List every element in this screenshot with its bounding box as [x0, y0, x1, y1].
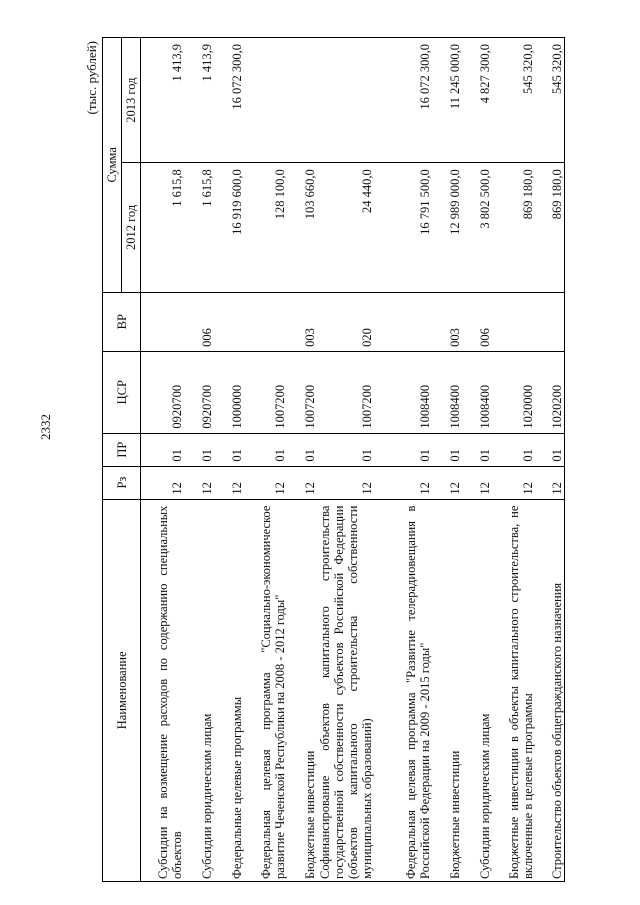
cell-pr: 01	[492, 433, 535, 466]
cell-pr: 01	[317, 433, 374, 466]
table-row	[214, 38, 244, 882]
cell-rz: 12	[141, 466, 184, 499]
rotated-page-content	[82, 37, 578, 882]
cell-pr: 01	[535, 433, 565, 466]
cell-rz: 12	[374, 466, 432, 499]
header-csr: ЦСР	[103, 351, 141, 433]
header-2012: 2012 год	[122, 163, 141, 292]
cell-y2013	[317, 38, 374, 163]
cell-csr: 0920700	[184, 351, 214, 433]
cell-rz: 12	[184, 466, 214, 499]
cell-vr: 006	[462, 292, 492, 351]
cell-y2012: 103 660,0	[287, 163, 317, 292]
cell-pr: 01	[374, 433, 432, 466]
table-body	[141, 38, 565, 882]
cell-pr: 01	[244, 433, 287, 466]
cell-y2013: 1 413,9	[141, 38, 184, 163]
cell-y2012: 869 180,0	[492, 163, 535, 292]
cell-csr: 1020000	[492, 351, 535, 433]
cell-vr: 003	[287, 292, 317, 351]
cell-y2013	[244, 38, 287, 163]
cell-vr	[374, 292, 432, 351]
cell-csr: 1007200	[317, 351, 374, 433]
cell-csr: 1020200	[535, 351, 565, 433]
header-sum: Сумма	[103, 38, 122, 293]
table-row	[184, 38, 214, 882]
cell-pr: 01	[184, 433, 214, 466]
cell-y2012: 12 989 000,0	[432, 163, 462, 292]
cell-rz: 12	[492, 466, 535, 499]
cell-vr	[244, 292, 287, 351]
cell-csr: 1007200	[287, 351, 317, 433]
cell-rz: 12	[244, 466, 287, 499]
cell-name: Федеральная целевая программа "Развитие телерадиовещания в Российской Федерации на 2009 - 2015 годы"	[374, 499, 432, 881]
cell-csr: 0920700	[141, 351, 184, 433]
cell-y2013	[287, 38, 317, 163]
budget-table	[102, 37, 565, 882]
cell-y2012: 1 615,8	[141, 163, 184, 292]
cell-rz: 12	[462, 466, 492, 499]
cell-rz: 12	[287, 466, 317, 499]
cell-name: Софинансирование объектов капитального строительства государственной собственности субъектов Российской Федерации (объектов капитального строительства собственности муниципальных образований)	[317, 499, 374, 881]
cell-name: Строительство объектов общегражданского назначения	[535, 499, 565, 881]
table-row	[287, 38, 317, 882]
cell-y2012: 16 919 600,0	[214, 163, 244, 292]
cell-rz: 12	[214, 466, 244, 499]
cell-vr	[492, 292, 535, 351]
cell-csr: 1000000	[214, 351, 244, 433]
cell-name: Субсидии юридическим лицам	[462, 499, 492, 881]
cell-name: Бюджетные инвестиции	[432, 499, 462, 881]
cell-csr: 1008400	[462, 351, 492, 433]
table-row	[317, 38, 374, 882]
cell-csr: 1008400	[432, 351, 462, 433]
cell-rz: 12	[432, 466, 462, 499]
header-pr: ПР	[103, 433, 141, 466]
table-row	[141, 38, 184, 882]
table-row	[244, 38, 287, 882]
cell-rz: 12	[317, 466, 374, 499]
cell-name: Бюджетные инвестиции	[287, 499, 317, 881]
header-2013: 2013 год	[122, 38, 141, 163]
cell-name: Субсидии юридическим лицам	[184, 499, 214, 881]
cell-vr	[141, 292, 184, 351]
table-row	[374, 38, 432, 882]
cell-rz: 12	[535, 466, 565, 499]
cell-name: Бюджетные инвестиции в объекты капитального строительства, не включенные в целевые программы	[492, 499, 535, 881]
cell-y2012: 3 802 500,0	[462, 163, 492, 292]
cell-csr: 1007200	[244, 351, 287, 433]
cell-y2013: 545 320,0	[492, 38, 535, 163]
cell-y2012: 128 100,0	[244, 163, 287, 292]
cell-name: Федеральные целевые программы	[214, 499, 244, 881]
table-row	[492, 38, 535, 882]
cell-vr: 003	[432, 292, 462, 351]
cell-y2012: 1 615,8	[184, 163, 214, 292]
cell-y2013: 11 245 000,0	[432, 38, 462, 163]
cell-y2013: 16 072 300,0	[214, 38, 244, 163]
cell-y2012: 869 180,0	[535, 163, 565, 292]
cell-name: Федеральная целевая программа "Социально-экономическое развитие Чеченской Республики на 2008 - 2012 годы"	[244, 499, 287, 881]
cell-csr: 1008400	[374, 351, 432, 433]
cell-y2012: 24 440,0	[317, 163, 374, 292]
cell-pr: 01	[462, 433, 492, 466]
cell-y2013: 4 827 300,0	[462, 38, 492, 163]
cell-vr: 020	[317, 292, 374, 351]
header-vr: ВР	[103, 292, 141, 351]
cell-y2013: 1 413,9	[184, 38, 214, 163]
cell-pr: 01	[214, 433, 244, 466]
header-name: Наименование	[103, 499, 141, 881]
unit-note: (тыс. рублей)	[84, 41, 99, 115]
header-rz: Рз	[103, 466, 141, 499]
cell-y2013: 16 072 300,0	[374, 38, 432, 163]
cell-vr	[214, 292, 244, 351]
table-row	[462, 38, 492, 882]
table-row	[535, 38, 565, 882]
cell-name: Субсидии на возмещение расходов по содержанию специальных объектов	[141, 499, 184, 881]
cell-pr: 01	[432, 433, 462, 466]
cell-y2013: 545 320,0	[535, 38, 565, 163]
cell-pr: 01	[141, 433, 184, 466]
cell-vr	[535, 292, 565, 351]
cell-y2012: 16 791 500,0	[374, 163, 432, 292]
table-row	[432, 38, 462, 882]
page-number: 2332	[38, 414, 53, 440]
cell-pr: 01	[287, 433, 317, 466]
cell-vr: 006	[184, 292, 214, 351]
